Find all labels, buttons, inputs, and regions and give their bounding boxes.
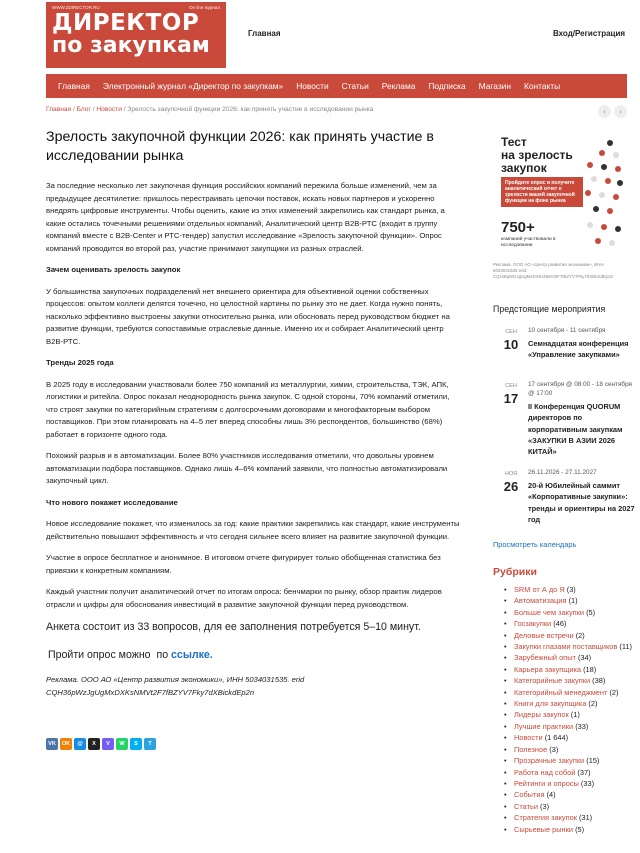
ad-disclaimer: Реклама. ООО АО «Центр развития экономики», ИНН 5034031535. erid CQH36pWzJgUgMxDXKsNMVt2F7fBZYV7Fky7dXBickdEp2n bbox=[46, 675, 305, 697]
article-paragraph: В 2025 году в исследовании участвовали более 750 компаний из металлургии, химии, строительства, ТЭК, АПК, логистики и ритейла. Опрос показал неоднородность рынка закупок. С одной стороны, 70% компаний отметили, что строят закупки по категорийным стратегиям с долгосрочными договорами и многофакторным выбором поставщиков. При этом планировать на 4–5 лет вперед способны лишь 3% респондентов, большинство (68%) работает в горизонте одного года. bbox=[46, 379, 450, 439]
event-item[interactable] bbox=[501, 469, 635, 529]
rubric-name[interactable]: Статьи bbox=[514, 801, 538, 811]
rubric-count: (34) bbox=[577, 653, 592, 663]
rubric-item[interactable] bbox=[504, 607, 634, 618]
rubric-count: (2) bbox=[575, 630, 585, 640]
rubric-name[interactable]: События bbox=[514, 790, 545, 800]
survey-cta bbox=[46, 648, 460, 662]
rubric-count: (37) bbox=[577, 767, 591, 777]
banner-promo: Пройдите опрос и получите аналитический отчет о зрелости вашей закупочной функции на фоне рынка bbox=[501, 177, 583, 207]
main-nav bbox=[46, 74, 627, 98]
article-subheading: Тренды 2025 года bbox=[46, 358, 114, 367]
breadcrumb-current: Зрелость закупочной функции 2026: как принять участие в исследовании рынка bbox=[127, 106, 374, 113]
rubric-name[interactable]: Больше чем закупки bbox=[514, 607, 585, 617]
breadcrumb-news[interactable]: Новости bbox=[96, 106, 122, 113]
event-month: СЕН bbox=[505, 383, 517, 389]
event-month: НОЯ bbox=[504, 471, 518, 477]
logo-line-2: по закупкам bbox=[52, 33, 210, 58]
event-title[interactable]: 20-й Юбилейный саммит «Корпоративные закупки»: тренды и ориентиры на 2027 год bbox=[528, 481, 635, 524]
banner-title-1: Тест bbox=[501, 135, 527, 149]
telegram-icon[interactable]: T bbox=[144, 738, 156, 750]
rubric-count: (5) bbox=[575, 824, 585, 834]
event-date: 26.11.2026 - 27.11.2027 bbox=[528, 469, 597, 476]
rubric-count: (18) bbox=[583, 664, 597, 674]
rubric-name[interactable]: Лидеры закупок bbox=[514, 710, 569, 720]
logo-url: WWW.ZDIRECTOR.RU bbox=[52, 5, 100, 10]
rubric-name[interactable]: Полезное bbox=[514, 744, 548, 754]
rubric-name[interactable]: Стратегия закупок bbox=[514, 813, 577, 823]
nav-item-shop[interactable]: Магазин bbox=[478, 81, 511, 91]
article-paragraph: Новое исследование покажет, что изменилось за год: какие практики закрепились как стандарт, какие инструменты действительно повышают эффективность и что сегодня сильнее всего влияет на развитие закупочной функции. bbox=[46, 519, 460, 541]
banner-number: 750+ bbox=[501, 219, 535, 236]
rubric-item[interactable] bbox=[504, 767, 634, 778]
event-month: СЕН bbox=[505, 329, 517, 335]
article-body bbox=[46, 180, 460, 699]
rubric-item[interactable] bbox=[504, 675, 634, 686]
rubric-item[interactable] bbox=[504, 709, 634, 720]
rubric-count: (5) bbox=[586, 607, 596, 617]
event-date: 10 сентября - 11 сентября bbox=[528, 327, 606, 334]
rubric-item[interactable] bbox=[504, 630, 634, 641]
breadcrumb-sep: / bbox=[71, 106, 77, 113]
rubric-item[interactable] bbox=[504, 584, 634, 595]
rubric-count: (15) bbox=[586, 756, 600, 766]
rubric-item[interactable] bbox=[504, 664, 634, 675]
rubric-name[interactable]: Госзакупки bbox=[514, 619, 552, 629]
rubric-count: (33) bbox=[575, 721, 589, 731]
article-paragraph: За последние несколько лет закупочная функция российских компаний пережила больше изменений, чем за предыдущее десятилетие: пришлось перестраивать цепочки поставок, искать новых партнеров и ускоренно внедрять цифровые инструменты. Чтобы оценить, какие из этих изменений закрепились как стандарт рынка, а какие остались точечными решениями отдельных компаний, Аналитический центр B2B-РТС (входит в группу компаний вместе с B2B-Center и РТС-тендер) запустил исследование «Зрелость закупочной функции». Опрос компаний проводится во второй раз, участие принимают закупщики из разных отраслей. bbox=[46, 181, 445, 253]
event-item[interactable] bbox=[501, 381, 631, 461]
odnoklassniki-icon[interactable]: OK bbox=[60, 738, 72, 750]
rubric-item[interactable] bbox=[504, 812, 634, 823]
rubric-count: (4) bbox=[546, 790, 556, 800]
event-title[interactable]: Семнадцатая конференция «Управление закупками» bbox=[528, 339, 629, 360]
article-paragraph: У большинства закупочных подразделений нет внешнего ориентира для объективной оценки собственных процессов: опытом коллеги делятся точечно, но целостной картины по рынку это не дает. Когда нужно понять, насколько эффективно выстроены закупки относительно рынка, или обосновать перед руководством бюджет на развитие функции, требуются сопоставимые отраслевые данные. Именно их и собирает Аналитический центр B2B-РТС. bbox=[46, 286, 450, 346]
banner-title-2: на зрелость bbox=[501, 148, 573, 162]
rubric-item[interactable] bbox=[504, 789, 634, 800]
rubric-name[interactable]: Закупки глазами поставщиков bbox=[514, 642, 618, 652]
rubric-name[interactable]: Работа над собой bbox=[514, 767, 576, 777]
article-paragraph: Похожий разрыв и в автоматизации. Более 80% участников исследования отметили, что довольны уровнем автоматизации подбора поставщиков. Однако лишь 4–6% компаний заявили, что полностью автоматизировали закупочный цикл. bbox=[46, 451, 448, 485]
rubric-item[interactable] bbox=[504, 778, 634, 789]
survey-info: Анкета состоит из 33 вопросов, для ее заполнения потребуется 5–10 минут. bbox=[46, 621, 421, 633]
rubric-name[interactable]: Автоматизация bbox=[514, 596, 567, 606]
event-item[interactable] bbox=[501, 327, 631, 375]
rubric-name[interactable]: Деловые встречи bbox=[514, 630, 574, 640]
nav-item-news[interactable]: Новости bbox=[296, 81, 329, 91]
rubric-count: (3) bbox=[566, 585, 576, 594]
rubric-name[interactable]: Книги для закупщика bbox=[514, 699, 587, 709]
view-calendar-link[interactable]: Просмотреть календарь bbox=[493, 540, 577, 549]
rubric-name[interactable]: Рейтинги и опросы bbox=[514, 778, 579, 788]
x-icon[interactable]: X bbox=[88, 738, 100, 750]
logo-tagline: On line журнал bbox=[189, 5, 220, 10]
share-buttons bbox=[46, 738, 156, 750]
rubric-count: (1) bbox=[570, 710, 580, 720]
event-title[interactable]: II Конференция QUORUM директоров по корпоративным закупкам «ЗАКУПКИ В АЗИИ 2026 КИТАЙ» bbox=[528, 402, 623, 457]
rubrics-list bbox=[504, 584, 634, 835]
rubric-item[interactable] bbox=[504, 595, 634, 606]
rubric-count: (46) bbox=[553, 619, 567, 629]
article-subheading: Что нового покажет исследование bbox=[46, 497, 178, 507]
rubric-item[interactable] bbox=[504, 801, 634, 812]
rubric-count: (31) bbox=[579, 813, 593, 823]
banner-dot-grid bbox=[583, 140, 623, 250]
survey-link[interactable]: ссылке. bbox=[171, 649, 213, 661]
rubric-name[interactable]: Новости bbox=[514, 733, 543, 743]
banner-title-3: закупок bbox=[501, 161, 547, 175]
rubric-count: (33) bbox=[580, 778, 595, 788]
rubric-item[interactable] bbox=[504, 652, 634, 663]
site-logo[interactable] bbox=[46, 2, 226, 68]
rubric-name[interactable]: Зарубежный опыт bbox=[514, 653, 576, 663]
rubric-name[interactable]: SRM от А до Я bbox=[514, 585, 565, 594]
rubric-count: (11) bbox=[619, 642, 633, 652]
article-paragraph: Участие в опросе бесплатное и анонимное. В итоговом отчете фигурирует только обобщенная статистика без привязки к конкретным компаниям. bbox=[46, 553, 441, 575]
article-paragraph: Каждый участник получит аналитический отчет по итогам опроса: бенчмарки по рынку, обзор практик лидеров отрасли и цифры для обоснования инвестиций в развитие закупочной функции перед руководством. bbox=[46, 587, 442, 609]
skype-icon[interactable]: S bbox=[130, 738, 142, 750]
rubric-item[interactable] bbox=[504, 824, 634, 835]
viber-icon[interactable]: V bbox=[102, 738, 114, 750]
rubric-name[interactable]: Прозрачные закупки bbox=[514, 756, 585, 766]
nav-item-articles[interactable]: Статьи bbox=[341, 81, 369, 91]
prev-arrow-icon[interactable]: ‹ bbox=[598, 105, 611, 118]
next-arrow-icon[interactable]: › bbox=[614, 105, 627, 118]
banner-description: компаний участвовали в исследовании bbox=[501, 237, 556, 248]
nav-item-contacts[interactable]: Контакты bbox=[523, 81, 561, 91]
breadcrumb bbox=[46, 106, 373, 113]
event-day: 26 bbox=[503, 479, 519, 494]
rubric-item[interactable] bbox=[504, 641, 634, 652]
rubric-name[interactable]: Сырьевые рынки bbox=[514, 824, 573, 834]
survey-cta-text: Пройти опрос можно по bbox=[48, 649, 172, 661]
rubric-count: (1 644) bbox=[544, 733, 569, 743]
moimir-icon[interactable]: @ bbox=[74, 738, 86, 750]
rubric-name[interactable]: Карьера закупщика bbox=[514, 664, 581, 674]
vk-icon[interactable]: VK bbox=[46, 738, 58, 750]
rubric-count: (3) bbox=[549, 744, 559, 754]
events-heading: Предстоящие мероприятия bbox=[493, 304, 606, 314]
rubric-item[interactable] bbox=[504, 618, 634, 629]
rubric-count: (2) bbox=[588, 699, 598, 709]
nav-item-home[interactable]: Главная bbox=[58, 81, 90, 91]
event-day: 17 bbox=[503, 391, 519, 406]
rubric-item[interactable] bbox=[504, 698, 634, 709]
rubric-count: (1) bbox=[568, 596, 578, 606]
breadcrumb-blog[interactable]: Блог bbox=[76, 106, 91, 113]
header-home-link[interactable]: Главная bbox=[248, 29, 281, 38]
rubric-name[interactable]: Категорийный менеджмент bbox=[514, 687, 608, 697]
rubrics-heading: Рубрики bbox=[493, 566, 537, 578]
sidebar-banner[interactable] bbox=[493, 130, 627, 258]
event-day: 10 bbox=[503, 337, 519, 352]
rubric-name[interactable]: Лучшие практики bbox=[514, 721, 574, 731]
rubric-item[interactable] bbox=[504, 732, 634, 743]
rubric-count: (2) bbox=[609, 687, 619, 697]
breadcrumb-home[interactable]: Главная bbox=[46, 106, 72, 113]
article-subheading: Зачем оценивать зрелость закупок bbox=[46, 265, 181, 274]
nav-item-journal[interactable]: Электронный журнал «Директор по закупкам» bbox=[102, 81, 284, 91]
nav-item-ads[interactable]: Реклама bbox=[381, 81, 416, 91]
rubric-item[interactable] bbox=[504, 687, 634, 698]
breadcrumb-sep: / bbox=[90, 106, 97, 113]
rubric-item[interactable] bbox=[504, 755, 634, 766]
rubric-name[interactable]: Категорийные закупки bbox=[514, 676, 591, 686]
banner-ad-note: Реклама. ООО АО «Центр развития экономики», ИНН 5034031535 erid: CQH36pWzJgUgMxDXKsNMVt2F7fBZYV7Fky7dXBickdEp2n bbox=[493, 262, 614, 279]
login-register-link[interactable]: Вход/Регистрация bbox=[553, 29, 626, 38]
rubric-count: (38) bbox=[592, 676, 606, 686]
breadcrumb-sep: / bbox=[121, 106, 128, 113]
event-date: 17 сентября @ 08:00 - 18 сентября @ 17:00 bbox=[528, 381, 633, 397]
rubric-item[interactable] bbox=[504, 744, 634, 755]
logo-line-1: ДИРЕКТОР bbox=[52, 10, 200, 36]
whatsapp-icon[interactable]: W bbox=[116, 738, 128, 750]
nav-item-subscription[interactable]: Подписка bbox=[428, 81, 466, 91]
rubric-item[interactable] bbox=[504, 721, 634, 732]
article-title: Зрелость закупочной функции 2026: как принять участие в исследовании рынка bbox=[46, 129, 434, 164]
rubric-count: (3) bbox=[540, 801, 550, 811]
